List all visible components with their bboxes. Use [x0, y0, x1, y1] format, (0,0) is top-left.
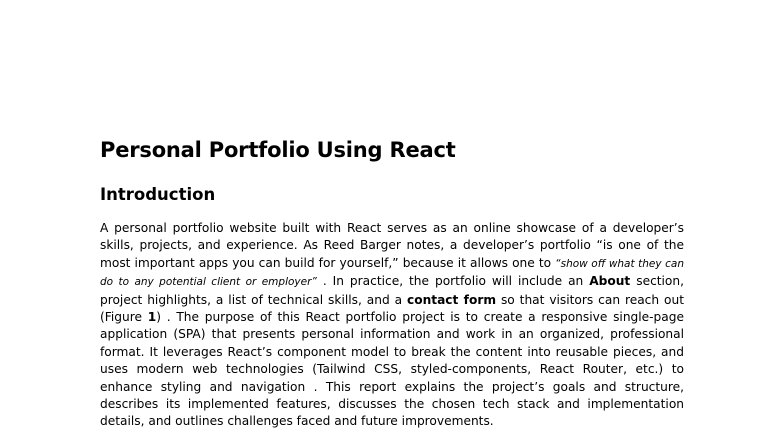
introduction-paragraph — [100, 220, 684, 431]
paragraph-text-2: . In practice, the portfolio will include an — [316, 274, 590, 289]
contact-form-term: contact form — [406, 292, 497, 307]
about-term: About — [589, 274, 631, 289]
paragraph-text-1: A personal portfolio website built with React serves as an online showcase of a developer’s skills, projects, and experience. As Reed Barger notes, a developer’s portfolio “is one of the most important apps you can build for yourself,” because it allows one to — [100, 221, 684, 270]
paragraph-text-3: section, project highlights, a list of technical skills, and a — [100, 274, 684, 307]
quote-text: “show off what they can do to any potential client or employer” — [100, 257, 684, 289]
introduction-heading: Introduction — [100, 185, 216, 204]
figure-reference: 1 — [147, 310, 157, 325]
page-title: Personal Portfolio Using React — [100, 138, 456, 162]
paragraph-text-5: ) . The purpose of this React portfolio project is to create a responsive single-page application (SPA) that presents personal information and work in an organized, professional format. It leverages React’s component model to break the content into reusable pieces, and uses modern web technologies (Tailwind CSS, styled-components, React Router, etc.) to enhance styling and navigation . This report explains the project’s goals and structure, describes its implemented features, discusses the chosen tech stack and implementation details, and outlines challenges faced and future improvements. — [100, 310, 685, 429]
paragraph-text-4: so that visitors can reach out (Figure — [100, 292, 684, 325]
